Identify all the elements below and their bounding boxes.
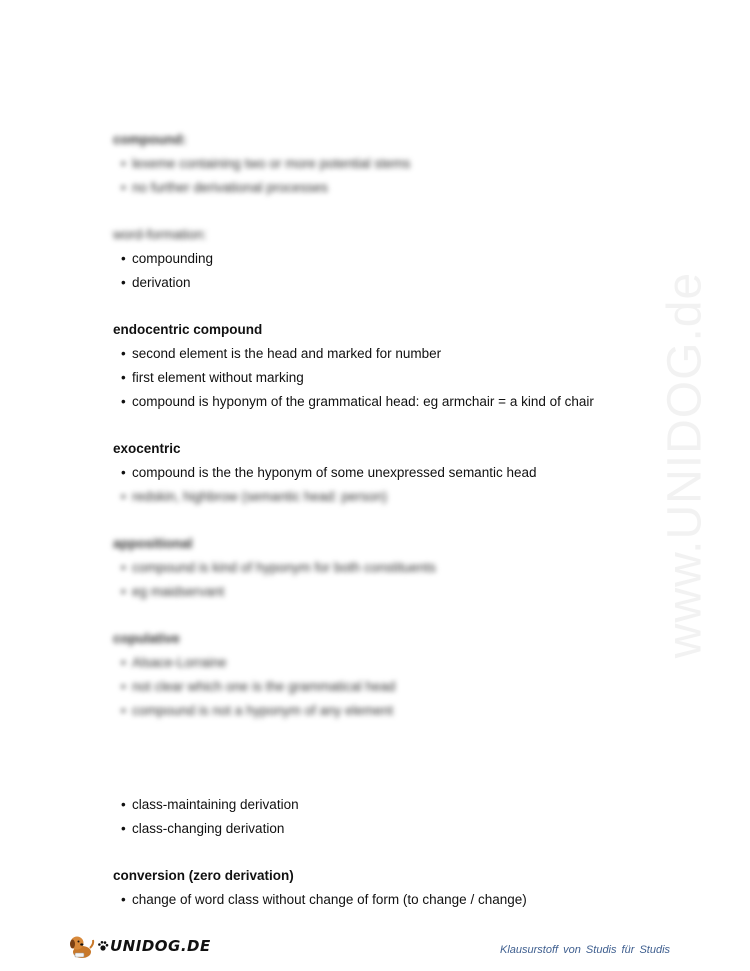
footer-tagline: Klausurstoff von Studis für Studis <box>500 944 671 956</box>
bullet-icon: • <box>121 370 126 385</box>
section-heading: compound: <box>113 132 187 147</box>
item-text: no further derivational processes <box>132 180 328 195</box>
section-word-formation <box>113 223 673 295</box>
unidog-logo[interactable] <box>66 930 211 962</box>
section-conversion <box>113 864 673 912</box>
item-text: class-changing derivation <box>132 821 285 836</box>
bullet-icon: • <box>121 797 126 812</box>
item-text: eg maidservant <box>132 584 225 599</box>
dog-mascot-icon <box>66 931 96 961</box>
list-item <box>113 580 673 604</box>
item-text: first element without marking <box>132 370 304 385</box>
bullet-icon: • <box>121 679 126 694</box>
bullet-icon: • <box>121 275 126 290</box>
section-heading: exocentric <box>113 441 181 456</box>
item-text: derivation <box>132 275 191 290</box>
bullet-icon: • <box>121 584 126 599</box>
section-heading: copulative <box>113 631 180 646</box>
list-item <box>113 390 673 414</box>
section-compound <box>113 128 673 200</box>
list-item <box>113 366 673 390</box>
bullet-icon: • <box>121 346 126 361</box>
item-text: lexeme containing two or more potential stems <box>132 156 411 171</box>
list-item <box>113 176 673 200</box>
item-text: class-maintaining derivation <box>132 797 299 812</box>
document-body <box>113 128 673 935</box>
bullet-icon: • <box>121 489 126 504</box>
list-item <box>113 675 673 699</box>
section-heading: conversion (zero derivation) <box>113 868 294 883</box>
item-text: compound is the the hyponym of some unexpressed semantic head <box>132 465 537 480</box>
item-text: not clear which one is the grammatical head <box>132 679 396 694</box>
section-endocentric <box>113 318 673 414</box>
item-text: compounding <box>132 251 214 266</box>
list-item <box>113 817 673 841</box>
item-text: redskin, highbrow (semantic head: person) <box>132 489 388 504</box>
bullet-icon: • <box>121 156 126 171</box>
logo-text: UNIDOG.DE <box>110 937 211 955</box>
bullet-icon: • <box>121 703 126 718</box>
bullet-icon: • <box>121 180 126 195</box>
list-item <box>113 247 673 271</box>
item-text: second element is the head and marked for number <box>132 346 442 361</box>
section-heading: appositional <box>113 536 193 551</box>
list-item <box>113 485 673 509</box>
item-text: compound is hyponym of the grammatical head: eg armchair = a kind of chair <box>132 394 594 409</box>
bullet-icon: • <box>121 465 126 480</box>
bullet-icon: • <box>121 251 126 266</box>
item-text: change of word class without change of form (to change / change) <box>132 892 527 907</box>
list-item <box>113 152 673 176</box>
section-copulative <box>113 627 673 723</box>
watermark: www.UNIDOG.de <box>658 271 712 659</box>
section-heading: word-formation: <box>113 227 207 242</box>
item-text: compound is kind of hyponym for both constituents <box>132 560 436 575</box>
list-item <box>113 888 673 912</box>
paw-icon <box>97 940 109 952</box>
list-item <box>113 271 673 295</box>
item-text: compound is not a hyponym of any element <box>132 703 394 718</box>
section-exocentric <box>113 437 673 509</box>
bullet-icon: • <box>121 821 126 836</box>
bullet-icon: • <box>121 560 126 575</box>
list-item <box>113 651 673 675</box>
item-text: Alsace-Lorraine <box>132 655 227 670</box>
list-item <box>113 342 673 366</box>
spacer <box>113 746 673 793</box>
list-item <box>113 461 673 485</box>
bullet-icon: • <box>121 655 126 670</box>
list-item <box>113 556 673 580</box>
section-derivation-types <box>113 793 673 841</box>
section-appositional <box>113 532 673 604</box>
section-heading: endocentric compound <box>113 322 263 337</box>
bullet-icon: • <box>121 394 126 409</box>
bullet-icon: • <box>121 892 126 907</box>
list-item <box>113 793 673 817</box>
list-item <box>113 699 673 723</box>
